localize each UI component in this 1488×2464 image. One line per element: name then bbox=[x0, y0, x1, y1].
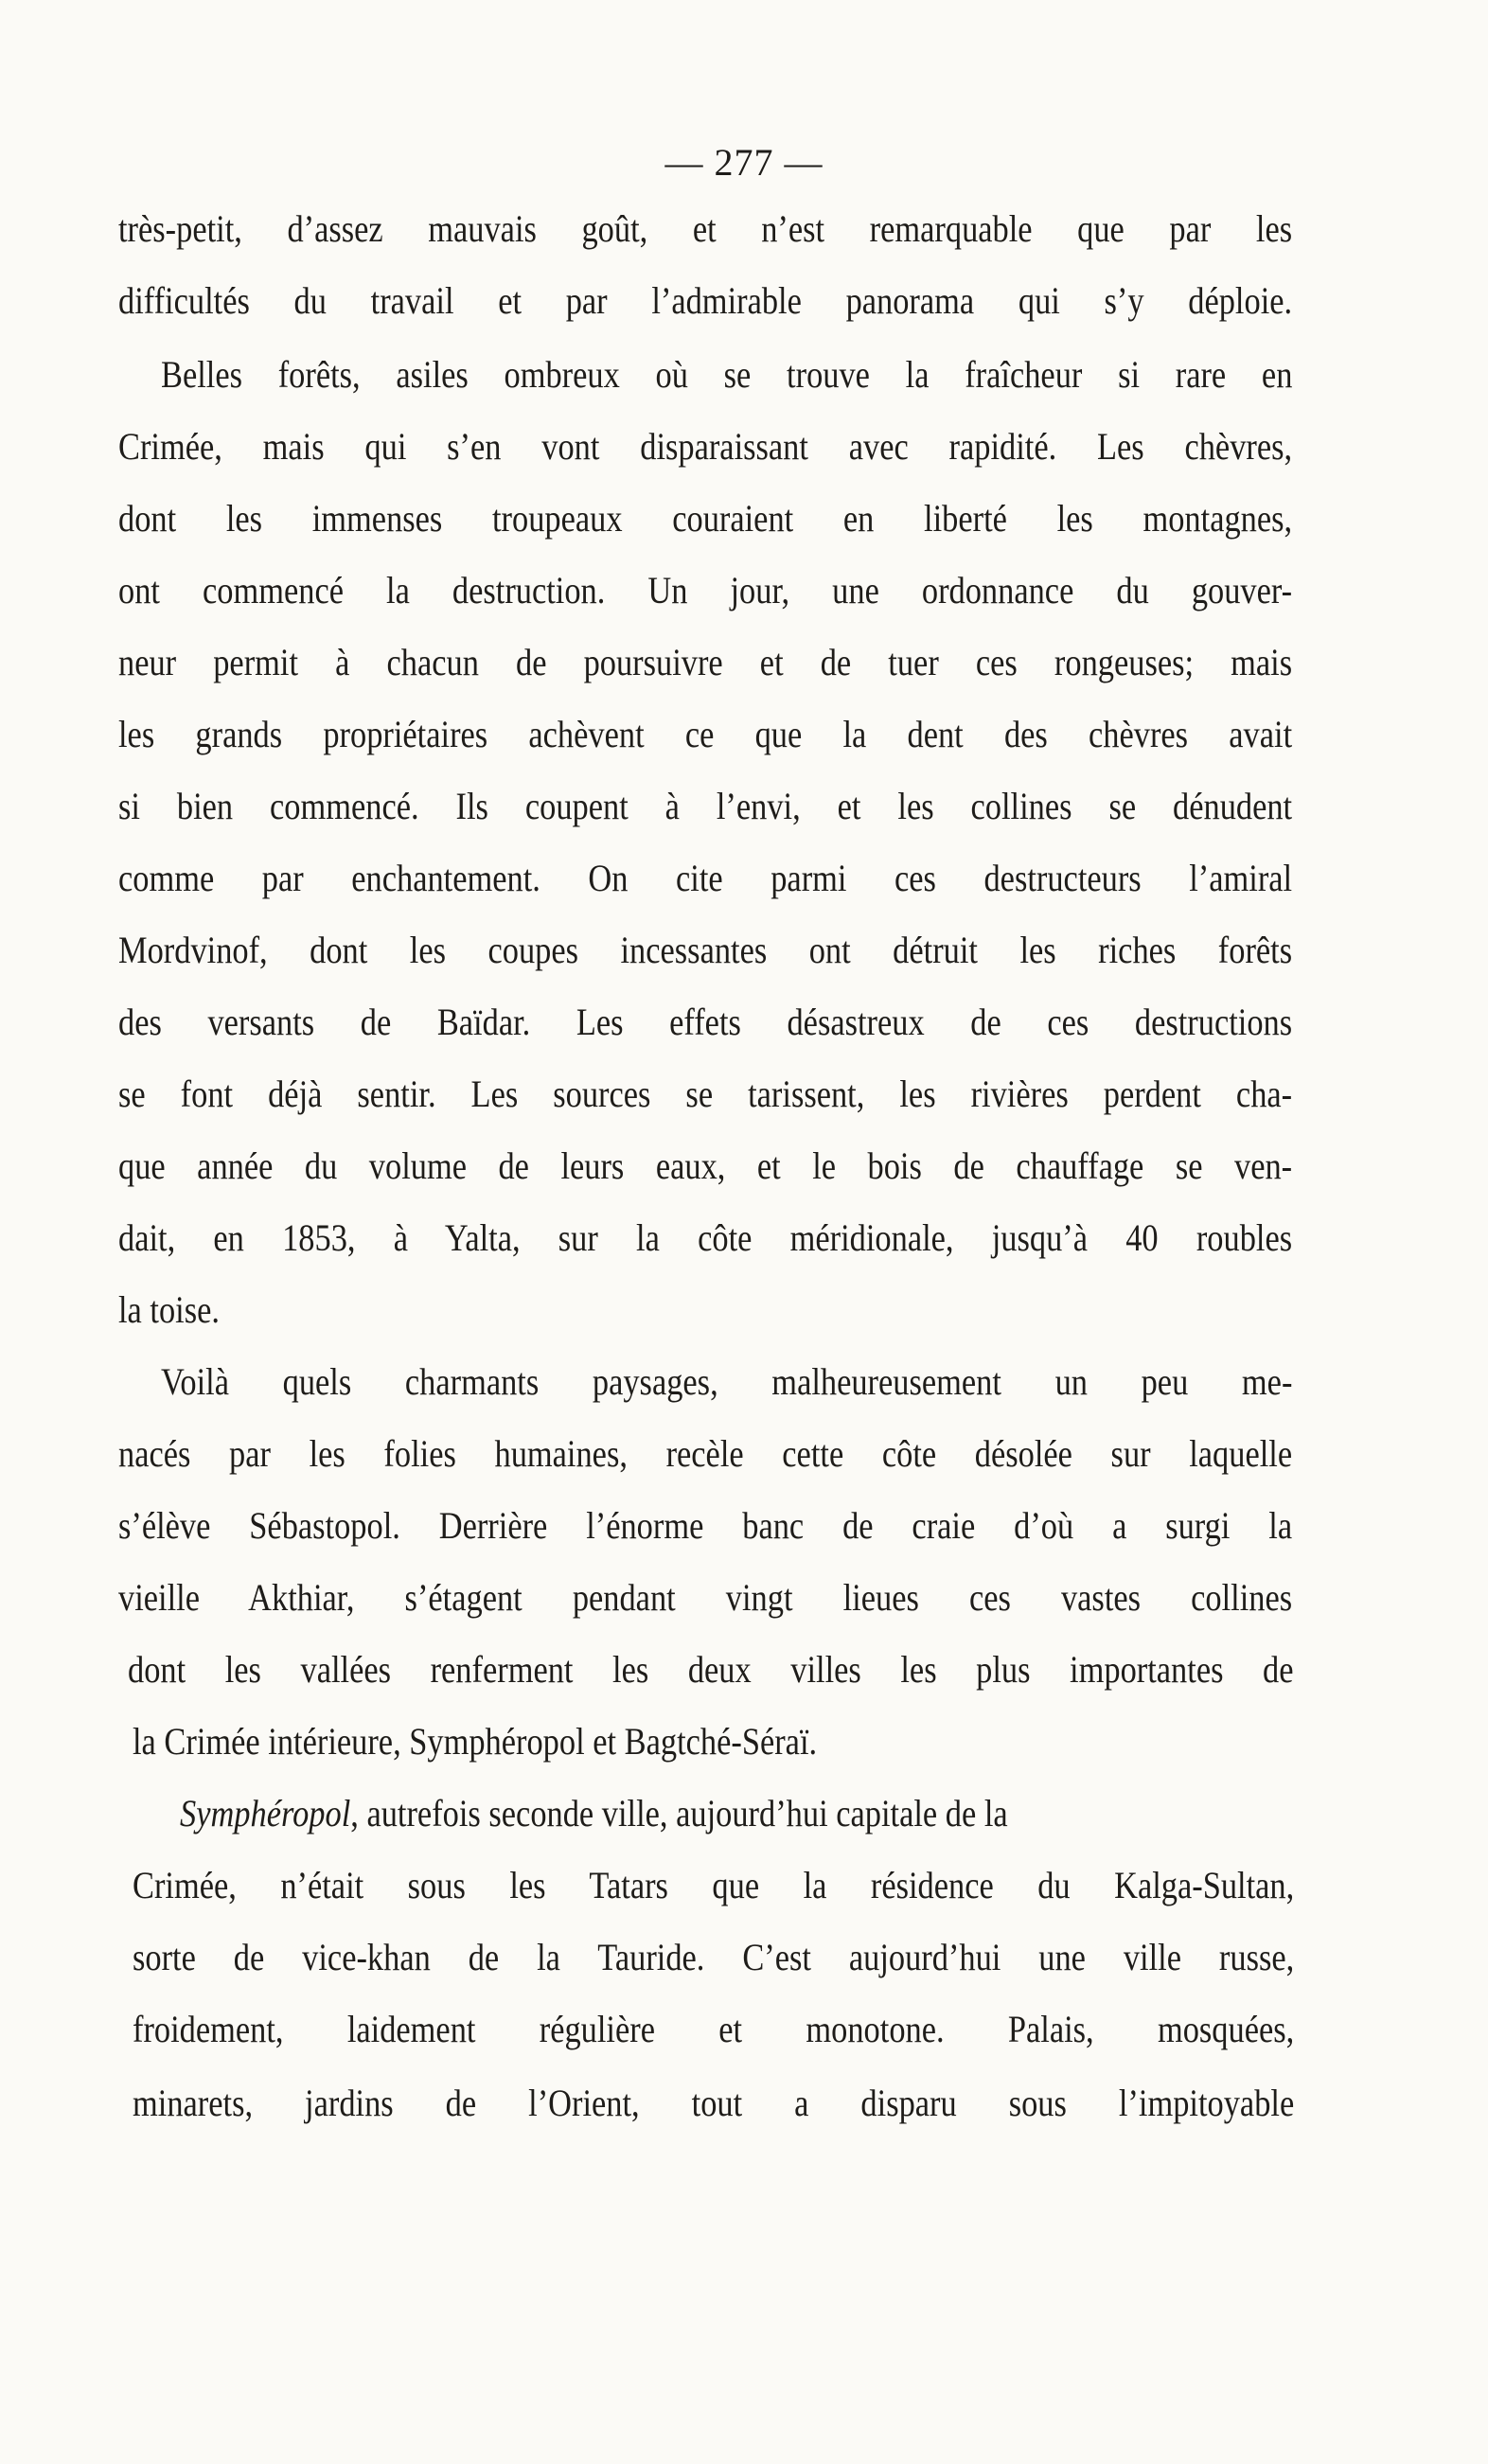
text-line bbox=[180, 1791, 1008, 1836]
text-line: ont commencé la destruction. Un jour, une ordonnance du gouver- bbox=[118, 569, 1293, 612]
text-line: se font déjà sentir. Les sources se tarissent, les rivières perdent cha- bbox=[118, 1072, 1293, 1115]
text-line: s’élève Sébastopol. Derrière l’énorme banc de craie d’où a surgi la bbox=[118, 1504, 1293, 1547]
text-line: sorte de vice-khan de la Tauride. C’est aujourd’hui une ville russe, bbox=[133, 1936, 1295, 1978]
text-line: Voilà quels charmants paysages, malheureusement un peu me- bbox=[161, 1360, 1293, 1403]
text-line: nacés par les folies humaines, recèle cette côte désolée sur laquelle bbox=[118, 1432, 1293, 1475]
text-line: dont les vallées renferment les deux villes les plus importantes de bbox=[128, 1648, 1294, 1691]
text-line: si bien commencé. Ils coupent à l’envi, et les collines se dénudent bbox=[118, 785, 1293, 827]
text-line: Crimée, n’était sous les Tatars que la résidence du Kalga-Sultan, bbox=[133, 1864, 1295, 1906]
line-continuation: , autrefois seconde ville, aujourd’hui capitale de la bbox=[350, 1792, 1008, 1835]
text-line: neur permit à chacun de poursuivre et de tuer ces rongeuses; mais bbox=[118, 641, 1293, 683]
page-number: — 277 — bbox=[664, 141, 824, 184]
text-line: comme par enchantement. On cite parmi ces destructeurs l’amiral bbox=[118, 857, 1293, 899]
text-line: la toise. bbox=[118, 1288, 221, 1331]
text-line: Crimée, mais qui s’en vont disparaissant avec rapidité. Les chèvres, bbox=[118, 425, 1293, 468]
place-name-italic: Symphéropol bbox=[180, 1792, 351, 1835]
text-line: minarets, jardins de l’Orient, tout a disparu sous l’impitoyable bbox=[133, 2082, 1295, 2124]
text-line: dont les immenses troupeaux couraient en liberté les montagnes, bbox=[118, 497, 1293, 540]
text-line: froidement, laidement régulière et monotone. Palais, mosquées, bbox=[133, 2008, 1295, 2050]
text-line: que année du volume de leurs eaux, et le bois de chauffage se ven- bbox=[118, 1144, 1293, 1187]
text-line: très-petit, d’assez mauvais goût, et n’est remarquable que par les bbox=[118, 207, 1293, 250]
text-line: difficultés du travail et par l’admirable panorama qui s’y déploie. bbox=[118, 279, 1293, 322]
text-line: des versants de Baïdar. Les effets désastreux de ces destructions bbox=[118, 1001, 1293, 1043]
text-line: dait, en 1853, à Yalta, sur la côte méridionale, jusqu’à 40 roubles bbox=[118, 1216, 1293, 1259]
text-line: Belles forêts, asiles ombreux où se trouve la fraîcheur si rare en bbox=[161, 353, 1293, 396]
text-line: vieille Akthiar, s’étagent pendant vingt lieues ces vastes collines bbox=[118, 1576, 1293, 1619]
text-line: les grands propriétaires achèvent ce que la dent des chèvres avait bbox=[118, 713, 1293, 755]
text-line: la Crimée intérieure, Symphéropol et Bagtché-Séraï. bbox=[133, 1720, 818, 1763]
text-line: Mordvinof, dont les coupes incessantes ont détruit les riches forêts bbox=[118, 929, 1293, 971]
